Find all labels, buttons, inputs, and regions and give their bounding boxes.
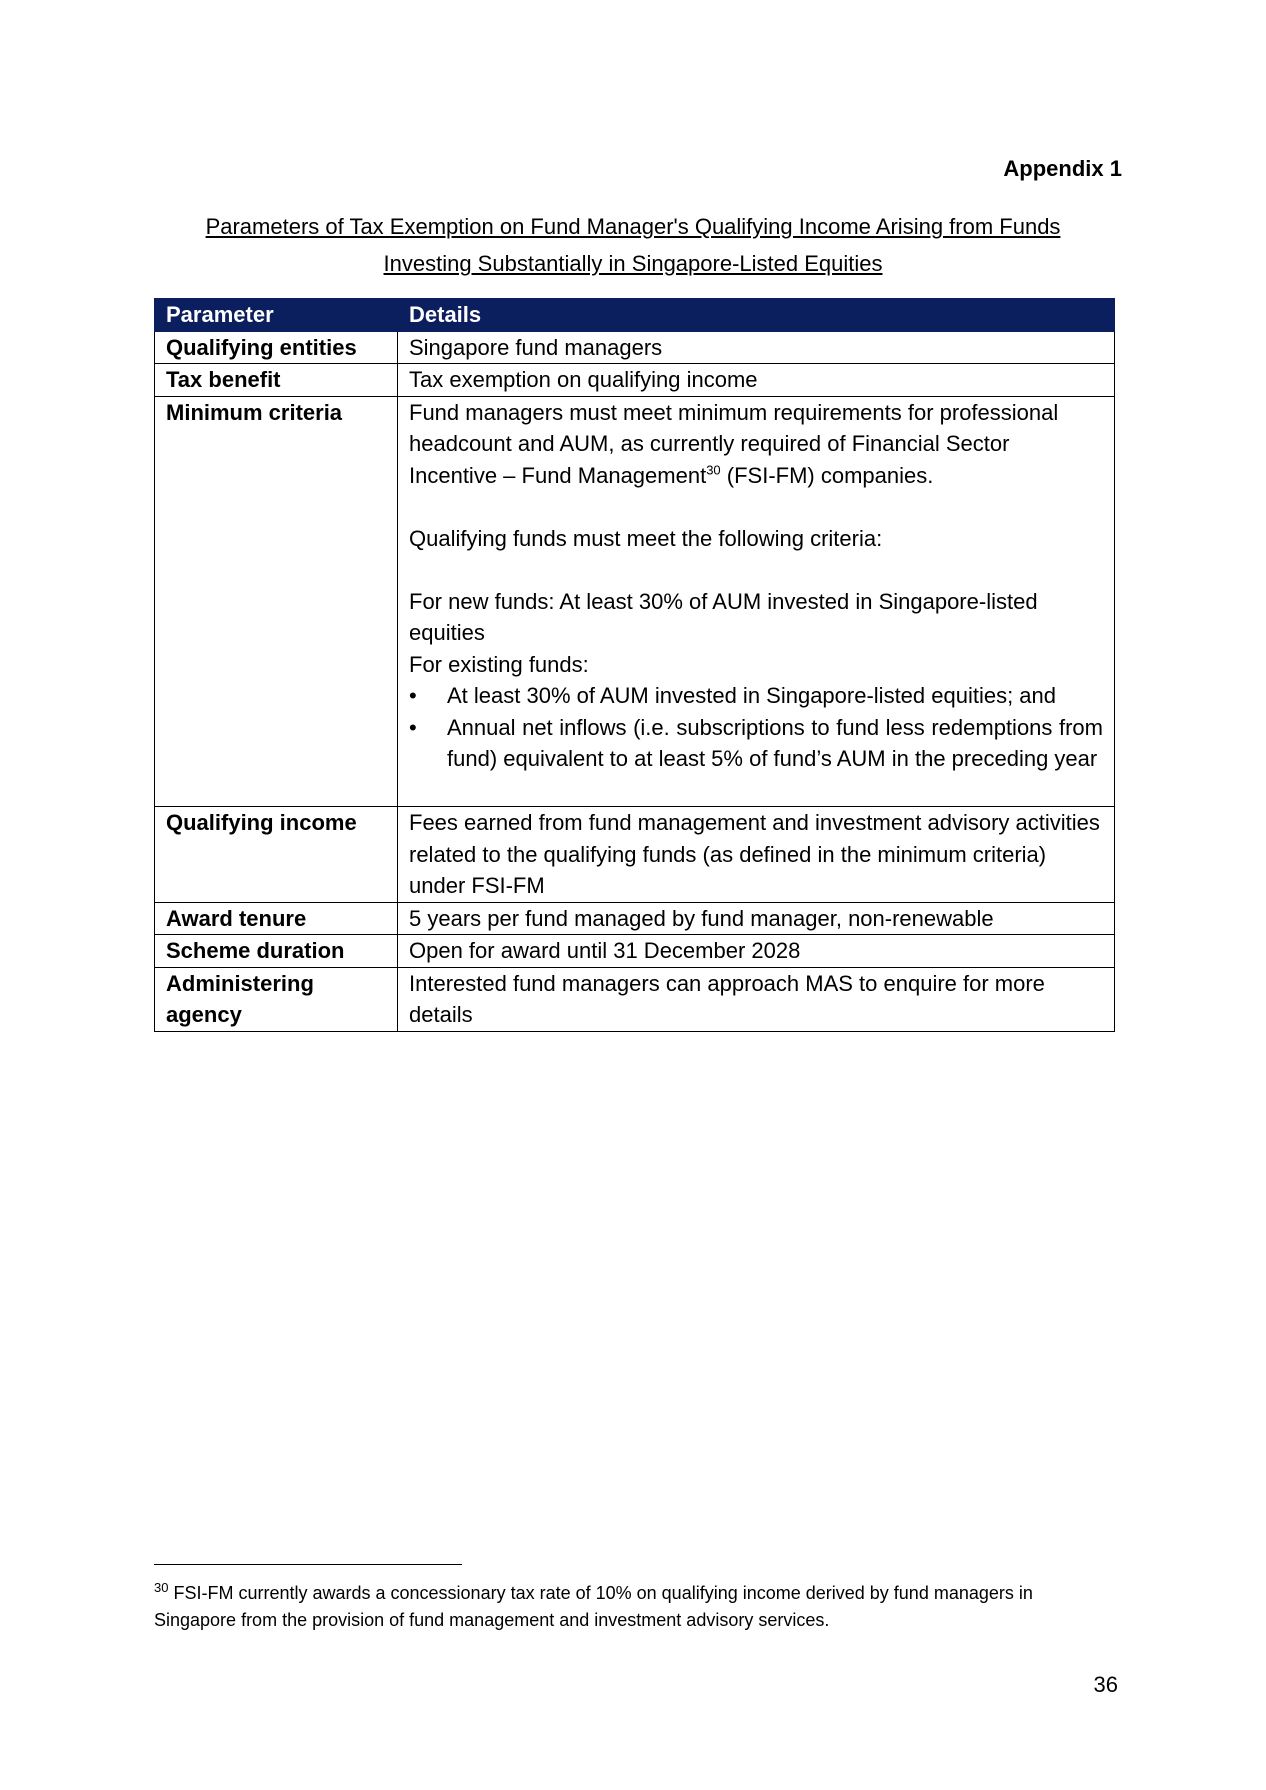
param-cell: Qualifying entities [155,331,398,364]
footnote-text: FSI-FM currently awards a concessionary tax rate of 10% on qualifying income derived by fund managers in Singapore from the provision of fund management and investment advisory services. [154,1583,1033,1630]
appendix-label: Appendix 1 [1003,156,1122,181]
table-row [155,967,1115,1031]
page-title [154,208,1112,282]
criteria-p1-text: Fund managers must meet minimum requirements for professional headcount and AUM, as currently required of Financial Sector Incentive – Fund Management [409,399,1059,488]
table-row [155,902,1115,935]
title-line-2: Investing Substantially in Singapore-Listed Equities [383,251,883,276]
table-row [155,331,1115,364]
details-cell: Open for award until 31 December 2028 [398,935,1115,968]
footnote-ref: 30 [706,462,721,478]
criteria-p1-end: (FSI-FM) companies. [720,462,934,488]
table-row [155,364,1115,397]
criteria-paragraph-2: Qualifying funds must meet the following criteria: [409,525,883,551]
details-cell: Tax exemption on qualifying income [398,364,1115,397]
footnote [154,1580,1115,1634]
details-cell: Singapore fund managers [398,331,1115,364]
details-cell: Interested fund managers can approach MAS to enquire for more details [398,967,1115,1031]
param-cell: Scheme duration [155,935,398,968]
table-row [155,935,1115,968]
footnote-divider [154,1564,462,1565]
list-item: • Annual net inflows (i.e. subscriptions to fund less redemptions from fund) equivalent to at least 5% of fund’s AUM in the preceding year [409,712,1103,775]
table-header-row [155,299,1115,332]
param-cell: Qualifying income [155,807,398,903]
parameters-table [154,298,1115,1032]
criteria-new-funds: For new funds: At least 30% of AUM invested in Singapore-listed equities [409,588,1038,645]
param-cell: Tax benefit [155,364,398,397]
table-row [155,807,1115,903]
details-cell: Fees earned from fund management and investment advisory activities related to the qualifying funds (as defined in the minimum criteria) under FSI-FM [398,807,1115,903]
title-line-1: Parameters of Tax Exemption on Fund Manager's Qualifying Income Arising from Funds [205,214,1061,239]
table-row [155,396,1115,807]
details-cell [398,396,1115,807]
details-cell: 5 years per fund managed by fund manager, non-renewable [398,902,1115,935]
footnote-marker: 30 [154,1580,169,1595]
page-number: 36 [1093,1672,1118,1697]
header-details: Details [398,299,1115,332]
criteria-existing-funds: For existing funds: [409,651,589,677]
criteria-bullet-list [409,680,1103,775]
criteria-paragraph-1 [409,397,1103,492]
param-cell: Minimum criteria [155,396,398,807]
param-cell: Administering agency [155,967,398,1031]
list-item: • At least 30% of AUM invested in Singapore-listed equities; and [409,680,1103,712]
header-parameter: Parameter [155,299,398,332]
param-cell: Award tenure [155,902,398,935]
